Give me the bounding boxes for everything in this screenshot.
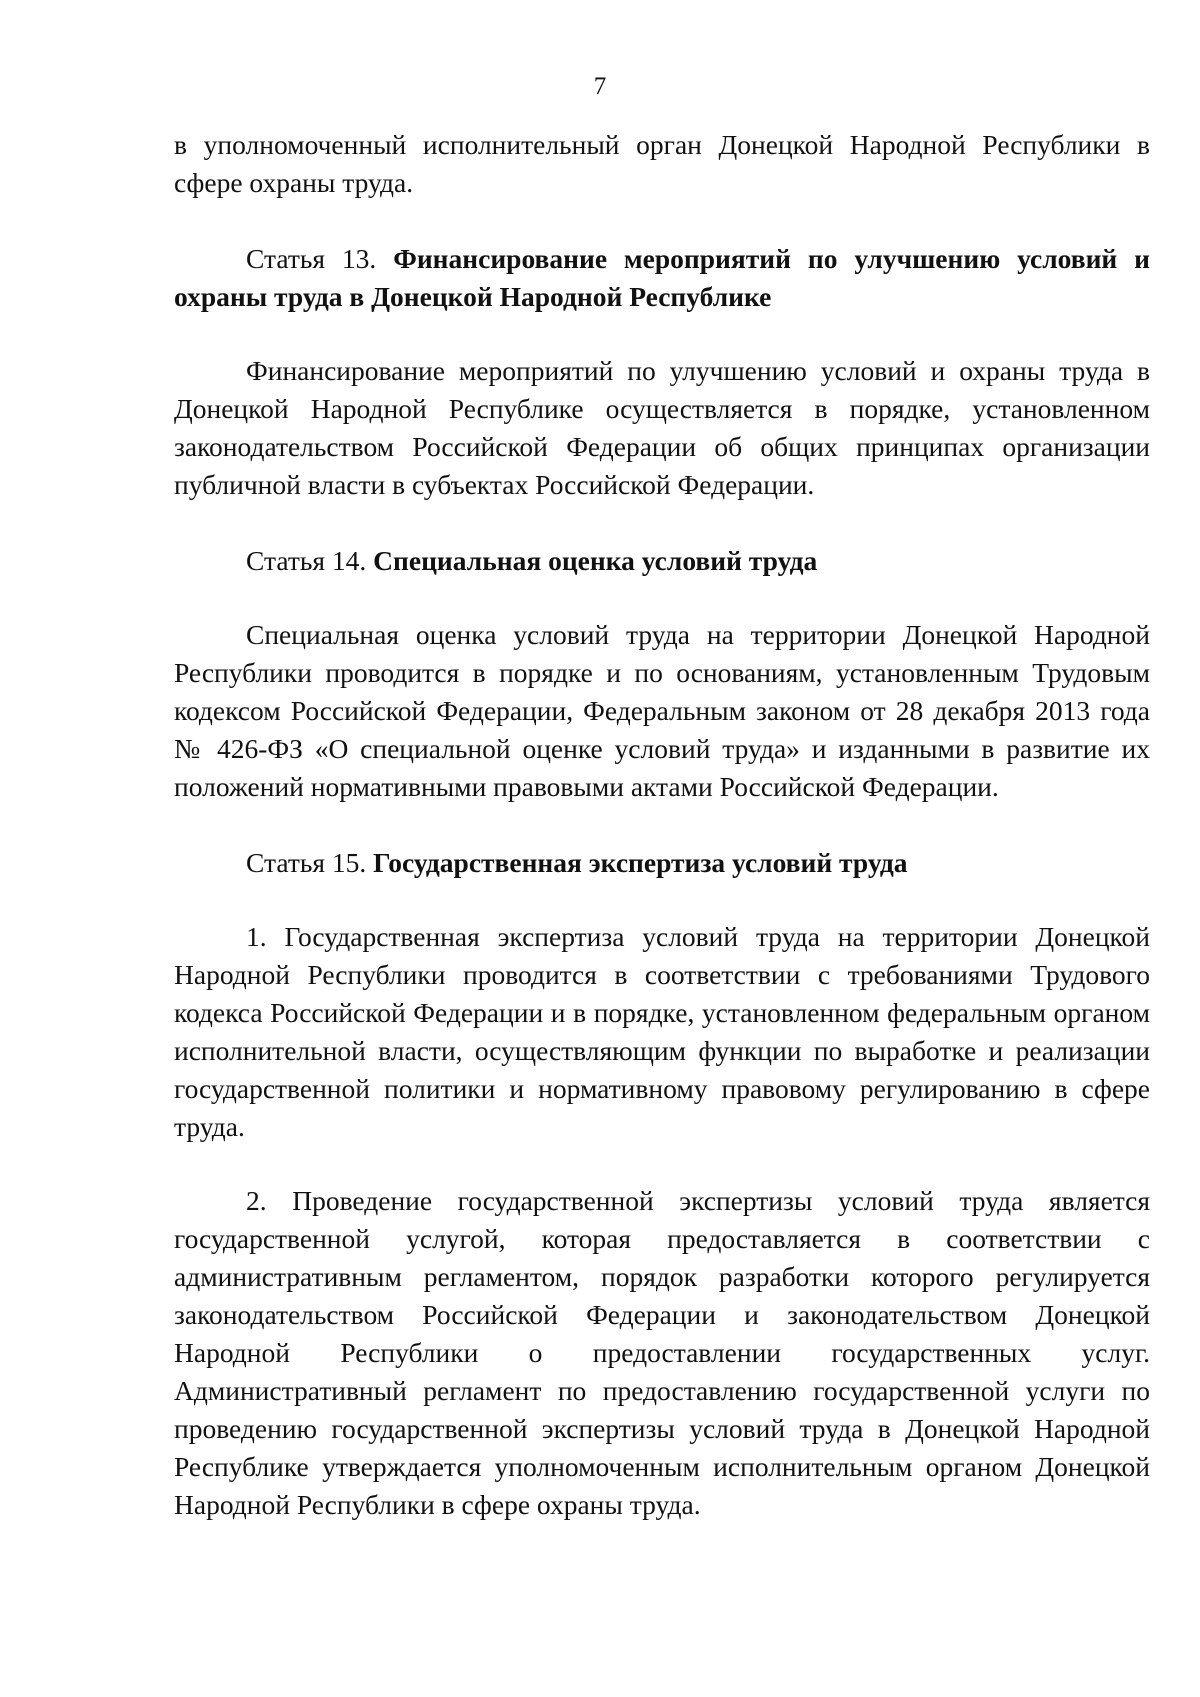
article-15-heading [174, 844, 1150, 882]
article-15-prefix: Статья 15. [246, 847, 367, 878]
article-13-heading [174, 240, 1150, 316]
article-13-paragraph: Финансирование мероприятий по улучшению условий и охраны труда в Донецкой Народной Республике осуществляется в порядке, установленном законодательством Российской Федерации об общих принципах организации публичной власти в субъектах Российской Федерации. [174, 355, 1150, 500]
document-body [174, 126, 1150, 1524]
article-15-paragraph-2: 2. Проведение государственной экспертизы условий труда является государственной услугой, которая предоставляется в соответствии с административным регламентом, порядок разработки которого регулируется законодательством Российской Федерации и законодательством Донецкой Народной Республики о предоставлении государственных услуг. Административный регламент по предоставлению государственной услуги по проведению государственной экспертизы условий труда в Донецкой Народной Республике утверждается уполномоченным исполнительным органом Донецкой Народной Республики в сфере охраны труда. [174, 1185, 1150, 1520]
article-15-title: Государственная экспертиза условий труда [373, 847, 908, 878]
intro-paragraph: в уполномоченный исполнительный орган Донецкой Народной Республики в сфере охраны труда. [174, 129, 1150, 198]
article-14-paragraph: Специальная оценка условий труда на территории Донецкой Народной Республики проводится в порядке и по основаниям, установленным Трудовым кодексом Российской Федерации, Федеральным законом от 28 декабря 2013 года № 426-ФЗ «О специальной оценке условий труда» и изданными в развитие их положений нормативными правовыми актами Российской Федерации. [174, 619, 1150, 802]
article-14-prefix: Статья 14. [246, 545, 367, 576]
page-number: 7 [593, 73, 607, 100]
article-13-prefix: Статья 13. [246, 243, 377, 274]
article-15-paragraph-1: 1. Государственная экспертиза условий труда на территории Донецкой Народной Республики проводится в соответствии с требованиями Трудового кодекса Российской Федерации и в порядке, установленном федеральным органом исполнительной власти, осуществляющим функции по выработке и реализации государственной политики и нормативному правовому регулированию в сфере труда. [174, 921, 1150, 1142]
article-14-title: Специальная оценка условий труда [373, 545, 818, 576]
article-13-title: Финансирование мероприятий по улучшению условий и охраны труда в Донецкой Народной Республике [174, 243, 1150, 312]
article-14-heading [174, 542, 1150, 580]
